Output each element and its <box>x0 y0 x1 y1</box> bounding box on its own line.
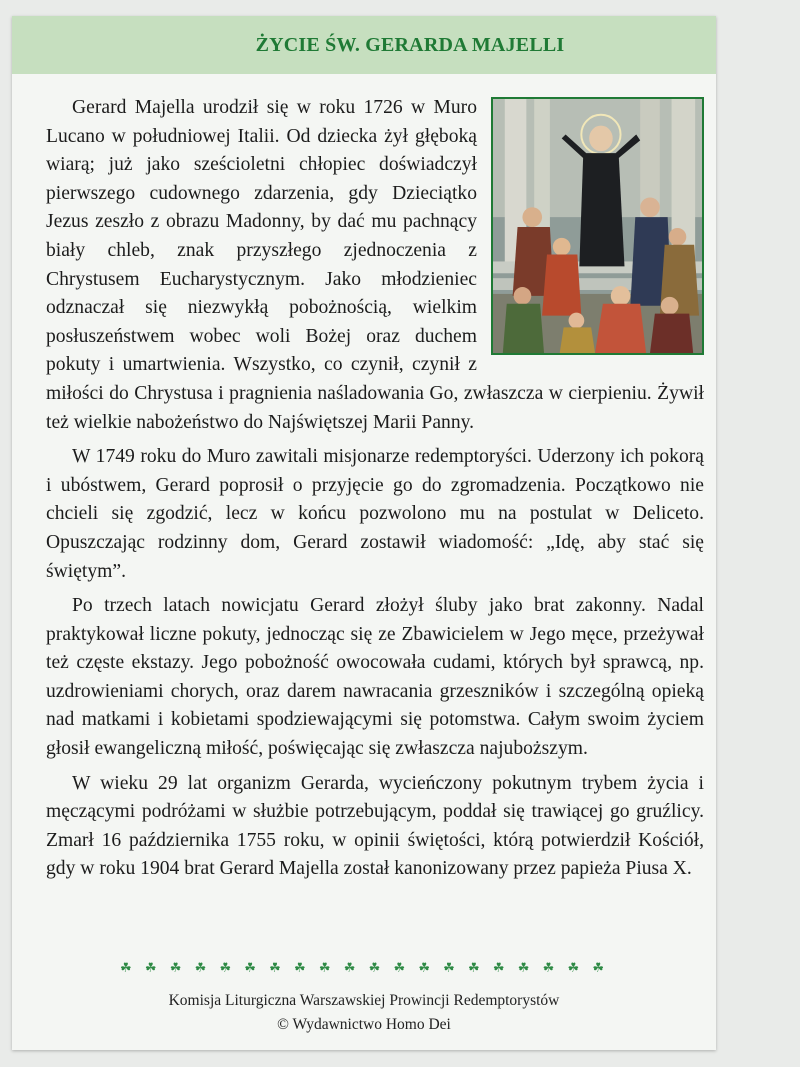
leaf-vine-icon: ☘ <box>318 960 331 975</box>
leaf-vine-icon: ☘ <box>492 960 505 975</box>
leaf-vine-icon: ☘ <box>517 960 530 975</box>
header-band <box>12 16 716 74</box>
leaf-vine-icon: ☘ <box>418 960 430 975</box>
copyright-line: © Wydawnictwo Homo Dei <box>277 1016 451 1033</box>
leaf-vine-icon: ☘ <box>294 960 306 975</box>
publisher-line: Komisja Liturgiczna Warszawskiej Prowincji Redemptorystów <box>168 992 560 1009</box>
leaf-vine-icon: ☘ <box>443 960 455 975</box>
paragraph-4: W wieku 29 lat organizm Gerarda, wycieńczony pokutnym trybem życia i męczącymi podróżami w służbie potrzebującym, poddał się trawiącej go gruźlicy. Zmarł 16 października 1755 roku, w opinii świętości, którą potwierdził Kościół, gdy w roku 1904 brat Gerard Majella został kanonizowany przez papieża Piusa X. <box>46 772 704 880</box>
paragraph-2: W 1749 roku do Muro zawitali misjonarze redemptoryści. Uderzony ich pokorą i ubóstwem, Gerard poprosił o przyjęcie go do zgromadzenia. Początkowo nie chcieli się zgodzić, lecz w końcu pozwolono mu na postulat w Deliceto. Opuszczając rodzinny dom, Gerard zostawił wiadomość: „Idę, aby stać się świętym”. <box>46 446 704 582</box>
leaf-vine-icon: ☘ <box>219 960 232 975</box>
card-title: ŻYCIE ŚW. GERARDA MAJELLI <box>255 33 565 56</box>
prayer-card <box>12 16 716 1050</box>
ornament-divider <box>120 960 604 976</box>
leaf-vine-icon: ☘ <box>468 960 480 975</box>
leaf-vine-icon: ☘ <box>592 960 604 975</box>
paragraph-3: Po trzech latach nowicjatu Gerard złożył śluby jako brat zakonny. Nadal praktykował liczne pokuty, jednocząc się ze Zbawicielem w Jego męce, przeżywał też częste ekstazy. Jego pobożność owocowała cudami, których był sprawcą, np. uzdrowieniami chorych, oraz darem nawracania grzeszników i szczególną opieką nad matkami i kobietami spodziewającymi się potomstwa. Całym swoim życiem głosił ewangeliczną miłość, poświęcając się zwłaszcza najuboższym. <box>46 595 704 760</box>
paragraph-1: Gerard Majella urodził się w roku 1726 w Muro Lucano w południowej Italii. Od dziecka żył głęboką wiarą; już jako sześcioletni chłopiec doświadczył pierwszego cudownego zdarzenia, gdy Dzieciątko Jezus zeszło z obrazu Madonny, by dać mu pachnący biały chleb, znak przyszłego zjednoczenia z Chrystusem Eucharystycznym. Jako młodzieniec odznaczał się niezwykłą pobożnością, wielkim posłuszeństwem wobec woli Bożej oraz duchem pokuty i umartwienia. Wszystko, co czynił, czynił z miłości do Chrystusa i pragnienia naśladowania Go, zwłaszcza w cierpieniu. Żywił też wielkie nabożeństwo do Najświętszej Marii Panny. <box>46 97 704 433</box>
biography-text <box>46 94 704 890</box>
leaf-vine-icon: ☘ <box>368 960 381 975</box>
leaf-vine-icon: ☘ <box>194 960 207 975</box>
leaf-vine-icon: ☘ <box>169 960 182 975</box>
leaf-vine-icon: ☘ <box>244 960 256 975</box>
saint-preaching-painting-icon <box>491 97 704 355</box>
leaf-vine-icon: ☘ <box>269 960 281 975</box>
leaf-vine-icon: ☘ <box>567 960 580 975</box>
leaf-vine-icon: ☘ <box>393 960 406 975</box>
leaf-vine-icon: ☘ <box>120 960 132 975</box>
leaf-vine-icon: ☘ <box>144 960 157 975</box>
leaf-vine-icon: ☘ <box>343 960 356 975</box>
leaf-vine-icon: ☘ <box>542 960 555 975</box>
